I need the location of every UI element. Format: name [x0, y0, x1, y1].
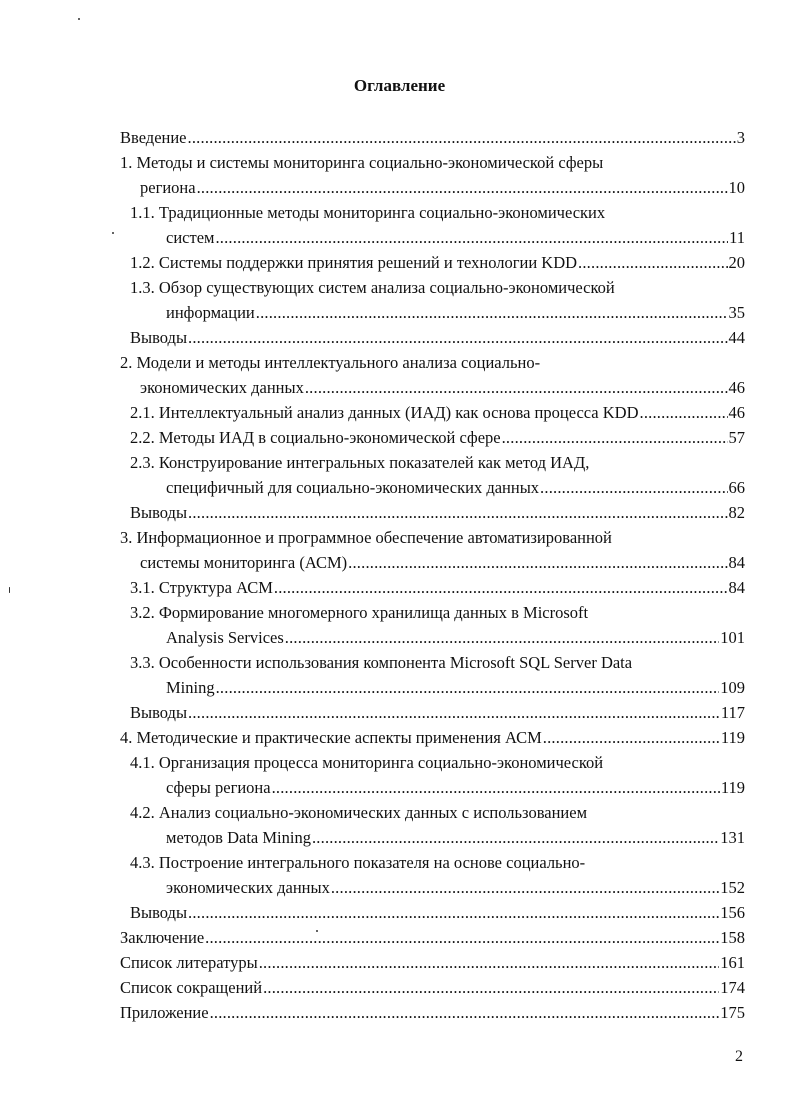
- toc-leader-dots: [263, 975, 719, 1000]
- toc-entry-text: 2. Модели и методы интеллектуального анализа социально-: [120, 353, 541, 372]
- toc-page-number: 119: [720, 778, 745, 797]
- toc-leader-dots: [216, 675, 720, 700]
- toc-page-number: 161: [720, 953, 745, 972]
- toc-entry: [118, 500, 745, 525]
- page-number: 2: [735, 1048, 743, 1065]
- toc-leader-dots: [215, 225, 728, 250]
- toc-entry-text: 1.1. Традиционные методы мониторинга социально-экономических: [130, 203, 606, 222]
- toc-leader-dots: [274, 575, 728, 600]
- toc-entry: [118, 450, 745, 500]
- toc-entry-text: экономических данных: [140, 378, 304, 397]
- toc-page-number: 156: [720, 903, 745, 922]
- toc-entry-text: систем: [166, 228, 215, 247]
- toc-page-number: 3: [736, 128, 745, 147]
- toc-entry-text: Выводы: [130, 703, 188, 722]
- toc-entry: [118, 350, 745, 400]
- toc-page-number: 84: [728, 553, 745, 572]
- toc-entry-text: 4. Методические и практические аспекты применения АСМ: [120, 728, 542, 747]
- toc-entry: [118, 925, 745, 950]
- toc-entry: [118, 275, 745, 325]
- toc-entry-text: Список сокращений: [120, 978, 263, 997]
- table-of-contents: [118, 125, 745, 1025]
- toc-entry-text: Приложение: [120, 1003, 209, 1022]
- toc-entry-text: системы мониторинга (АСМ): [140, 553, 348, 572]
- toc-entry-text: 2.1. Интеллектуальный анализ данных (ИАД) как основа процесса KDD: [130, 403, 639, 422]
- toc-entry-text: информации: [166, 303, 255, 322]
- scan-speck: [316, 930, 318, 932]
- toc-entry: [118, 800, 745, 850]
- toc-leader-dots: [210, 1000, 720, 1025]
- toc-entry-text: Выводы: [130, 503, 188, 522]
- toc-page-number: 46: [728, 403, 745, 422]
- toc-entry: [118, 325, 745, 350]
- toc-page-number: 84: [728, 578, 745, 597]
- scan-speck: [78, 18, 80, 20]
- toc-page-number: 119: [720, 728, 745, 747]
- toc-entry: [118, 600, 745, 650]
- toc-leader-dots: [305, 375, 728, 400]
- toc-entry-text: 1.2. Системы поддержки принятия решений и технологии KDD: [130, 253, 578, 272]
- toc-entry: [118, 850, 745, 900]
- toc-leader-dots: [312, 825, 719, 850]
- toc-entry-text: 3.3. Особенности использования компонента Microsoft SQL Server Data: [130, 653, 633, 672]
- toc-entry-text: Выводы: [130, 903, 188, 922]
- toc-entry-text: Список литературы: [120, 953, 258, 972]
- toc-page-number: 20: [728, 253, 745, 272]
- toc-entry-text: Mining: [166, 678, 215, 697]
- scan-speck: [112, 232, 114, 234]
- toc-entry: [118, 400, 745, 425]
- toc-page-number: 44: [728, 328, 745, 347]
- page-title: Оглавление: [353, 76, 446, 95]
- toc-entry-text: 3.2. Формирование многомерного хранилища данных в Microsoft: [130, 603, 589, 622]
- toc-entry: [118, 950, 745, 975]
- toc-leader-dots: [188, 325, 727, 350]
- toc-entry: [118, 525, 745, 575]
- toc-leader-dots: [331, 875, 719, 900]
- toc-entry-text: Analysis Services: [166, 628, 284, 647]
- toc-leader-dots: [540, 475, 727, 500]
- toc-entry: [118, 250, 745, 275]
- toc-entry-text: региона: [140, 178, 196, 197]
- toc-page-number: 66: [728, 478, 745, 497]
- toc-page-number: 109: [720, 678, 745, 697]
- toc-entry: [118, 900, 745, 925]
- toc-entry-text: методов Data Mining: [166, 828, 311, 847]
- toc-entry: [118, 150, 745, 200]
- toc-entry: [118, 725, 745, 750]
- toc-page-number: 174: [720, 978, 745, 997]
- toc-entry: [118, 1000, 745, 1025]
- toc-entry-text: 3.1. Структура АСМ: [130, 578, 273, 597]
- toc-entry-text: 3. Информационное и программное обеспечение автоматизированной: [120, 528, 612, 547]
- toc-page-number: 117: [720, 703, 745, 722]
- toc-page-number: 158: [720, 928, 745, 947]
- toc-entry: [118, 650, 745, 700]
- toc-entry-text: 1.3. Обзор существующих систем анализа социально-экономической: [130, 278, 615, 297]
- toc-page-number: 175: [720, 1003, 745, 1022]
- toc-leader-dots: [543, 725, 720, 750]
- toc-page-number: 46: [728, 378, 745, 397]
- toc-entry-text: 2.2. Методы ИАД в социально-экономической сфере: [130, 428, 501, 447]
- toc-entry: [118, 125, 745, 150]
- toc-page-number: 152: [720, 878, 745, 897]
- toc-page-number: 131: [720, 828, 745, 847]
- toc-entry: [118, 700, 745, 725]
- toc-leader-dots: [188, 900, 719, 925]
- toc-entry-text: 1. Методы и системы мониторинга социально-экономической сферы: [120, 153, 604, 172]
- toc-page-number: 10: [728, 178, 745, 197]
- toc-entry-text: 4.3. Построение интегрального показателя на основе социально-: [130, 853, 586, 872]
- toc-entry: [118, 975, 745, 1000]
- toc-leader-dots: [256, 300, 728, 325]
- toc-entry: [118, 575, 745, 600]
- toc-leader-dots: [197, 175, 728, 200]
- toc-entry-text: 4.1. Организация процесса мониторинга социально-экономической: [130, 753, 604, 772]
- toc-entry-text: 2.3. Конструирование интегральных показателей как метод ИАД,: [130, 453, 590, 472]
- toc-entry-text: 4.2. Анализ социально-экономических данных с использованием: [130, 803, 588, 822]
- toc-leader-dots: [285, 625, 719, 650]
- toc-leader-dots: [188, 500, 727, 525]
- scan-speck: [9, 587, 10, 593]
- toc-entry-text: Заключение: [120, 928, 205, 947]
- toc-entry-text: Введение: [120, 128, 187, 147]
- toc-page-number: 82: [728, 503, 745, 522]
- toc-leader-dots: [205, 925, 719, 950]
- toc-entry: [118, 425, 745, 450]
- toc-entry: [118, 200, 745, 250]
- toc-page-number: 11: [729, 228, 745, 247]
- toc-leader-dots: [640, 400, 728, 425]
- toc-leader-dots: [578, 250, 727, 275]
- toc-leader-dots: [348, 550, 727, 575]
- toc-entry-text: специфичный для социально-экономических данных: [166, 478, 540, 497]
- toc-leader-dots: [188, 125, 736, 150]
- toc-leader-dots: [188, 700, 720, 725]
- toc-leader-dots: [272, 775, 720, 800]
- toc-page-number: 35: [728, 303, 745, 322]
- toc-entry-text: Выводы: [130, 328, 188, 347]
- toc-page-number: 57: [728, 428, 745, 447]
- toc-entry-text: сферы региона: [166, 778, 271, 797]
- toc-entry: [118, 750, 745, 800]
- toc-leader-dots: [502, 425, 728, 450]
- toc-entry-text: экономических данных: [166, 878, 330, 897]
- toc-page-number: 101: [720, 628, 745, 647]
- toc-leader-dots: [259, 950, 720, 975]
